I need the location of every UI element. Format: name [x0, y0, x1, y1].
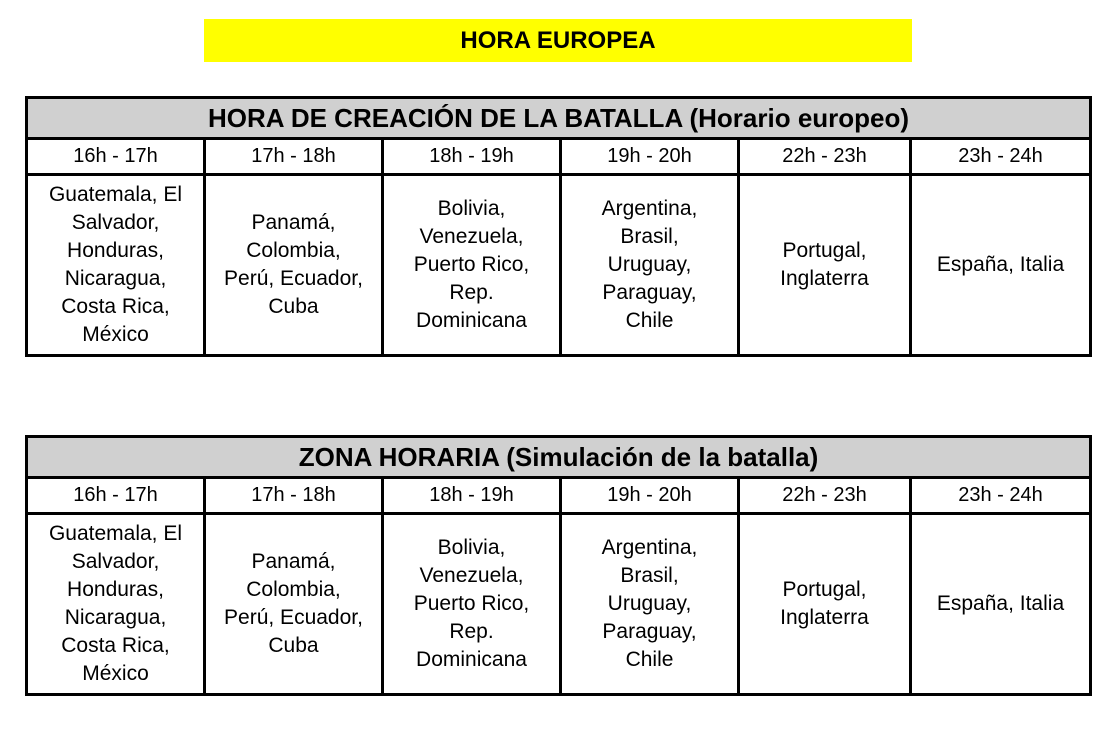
- hour-cell: 19h - 20h: [561, 139, 739, 175]
- countries-row: [27, 175, 1091, 356]
- countries-cell: España, Italia: [911, 514, 1091, 695]
- hour-cell: 17h - 18h: [205, 478, 383, 514]
- countries-cell: Panamá, Colombia, Perú, Ecuador, Cuba: [205, 514, 383, 695]
- hour-cell: 18h - 19h: [383, 478, 561, 514]
- countries-cell: Guatemala, El Salvador, Honduras, Nicaragua, Costa Rica, México: [27, 175, 205, 356]
- table-header-row: [27, 98, 1091, 139]
- hour-cell: 23h - 24h: [911, 139, 1091, 175]
- hours-row: [27, 478, 1091, 514]
- countries-cell: Portugal, Inglaterra: [739, 514, 911, 695]
- hour-cell: 18h - 19h: [383, 139, 561, 175]
- table-header: HORA DE CREACIÓN DE LA BATALLA (Horario europeo): [27, 98, 1091, 139]
- hour-cell: 17h - 18h: [205, 139, 383, 175]
- countries-cell: Guatemala, El Salvador, Honduras, Nicaragua, Costa Rica, México: [27, 514, 205, 695]
- countries-cell: Portugal, Inglaterra: [739, 175, 911, 356]
- hour-cell: 19h - 20h: [561, 478, 739, 514]
- table-header: ZONA HORARIA (Simulación de la batalla): [27, 437, 1091, 478]
- hours-row: [27, 139, 1091, 175]
- countries-cell: España, Italia: [911, 175, 1091, 356]
- page-title: HORA EUROPEA: [204, 19, 912, 62]
- hour-cell: 22h - 23h: [739, 139, 911, 175]
- table-header-row: [27, 437, 1091, 478]
- countries-cell: Bolivia, Venezuela, Puerto Rico, Rep. Dominicana: [383, 514, 561, 695]
- hour-cell: 22h - 23h: [739, 478, 911, 514]
- time-zone-table: [25, 435, 1092, 696]
- countries-cell: Panamá, Colombia, Perú, Ecuador, Cuba: [205, 175, 383, 356]
- battle-creation-time-table: [25, 96, 1092, 357]
- countries-cell: Bolivia, Venezuela, Puerto Rico, Rep. Dominicana: [383, 175, 561, 356]
- countries-cell: Argentina, Brasil, Uruguay, Paraguay, Chile: [561, 514, 739, 695]
- hour-cell: 16h - 17h: [27, 139, 205, 175]
- hour-cell: 16h - 17h: [27, 478, 205, 514]
- countries-cell: Argentina, Brasil, Uruguay, Paraguay, Chile: [561, 175, 739, 356]
- hour-cell: 23h - 24h: [911, 478, 1091, 514]
- countries-row: [27, 514, 1091, 695]
